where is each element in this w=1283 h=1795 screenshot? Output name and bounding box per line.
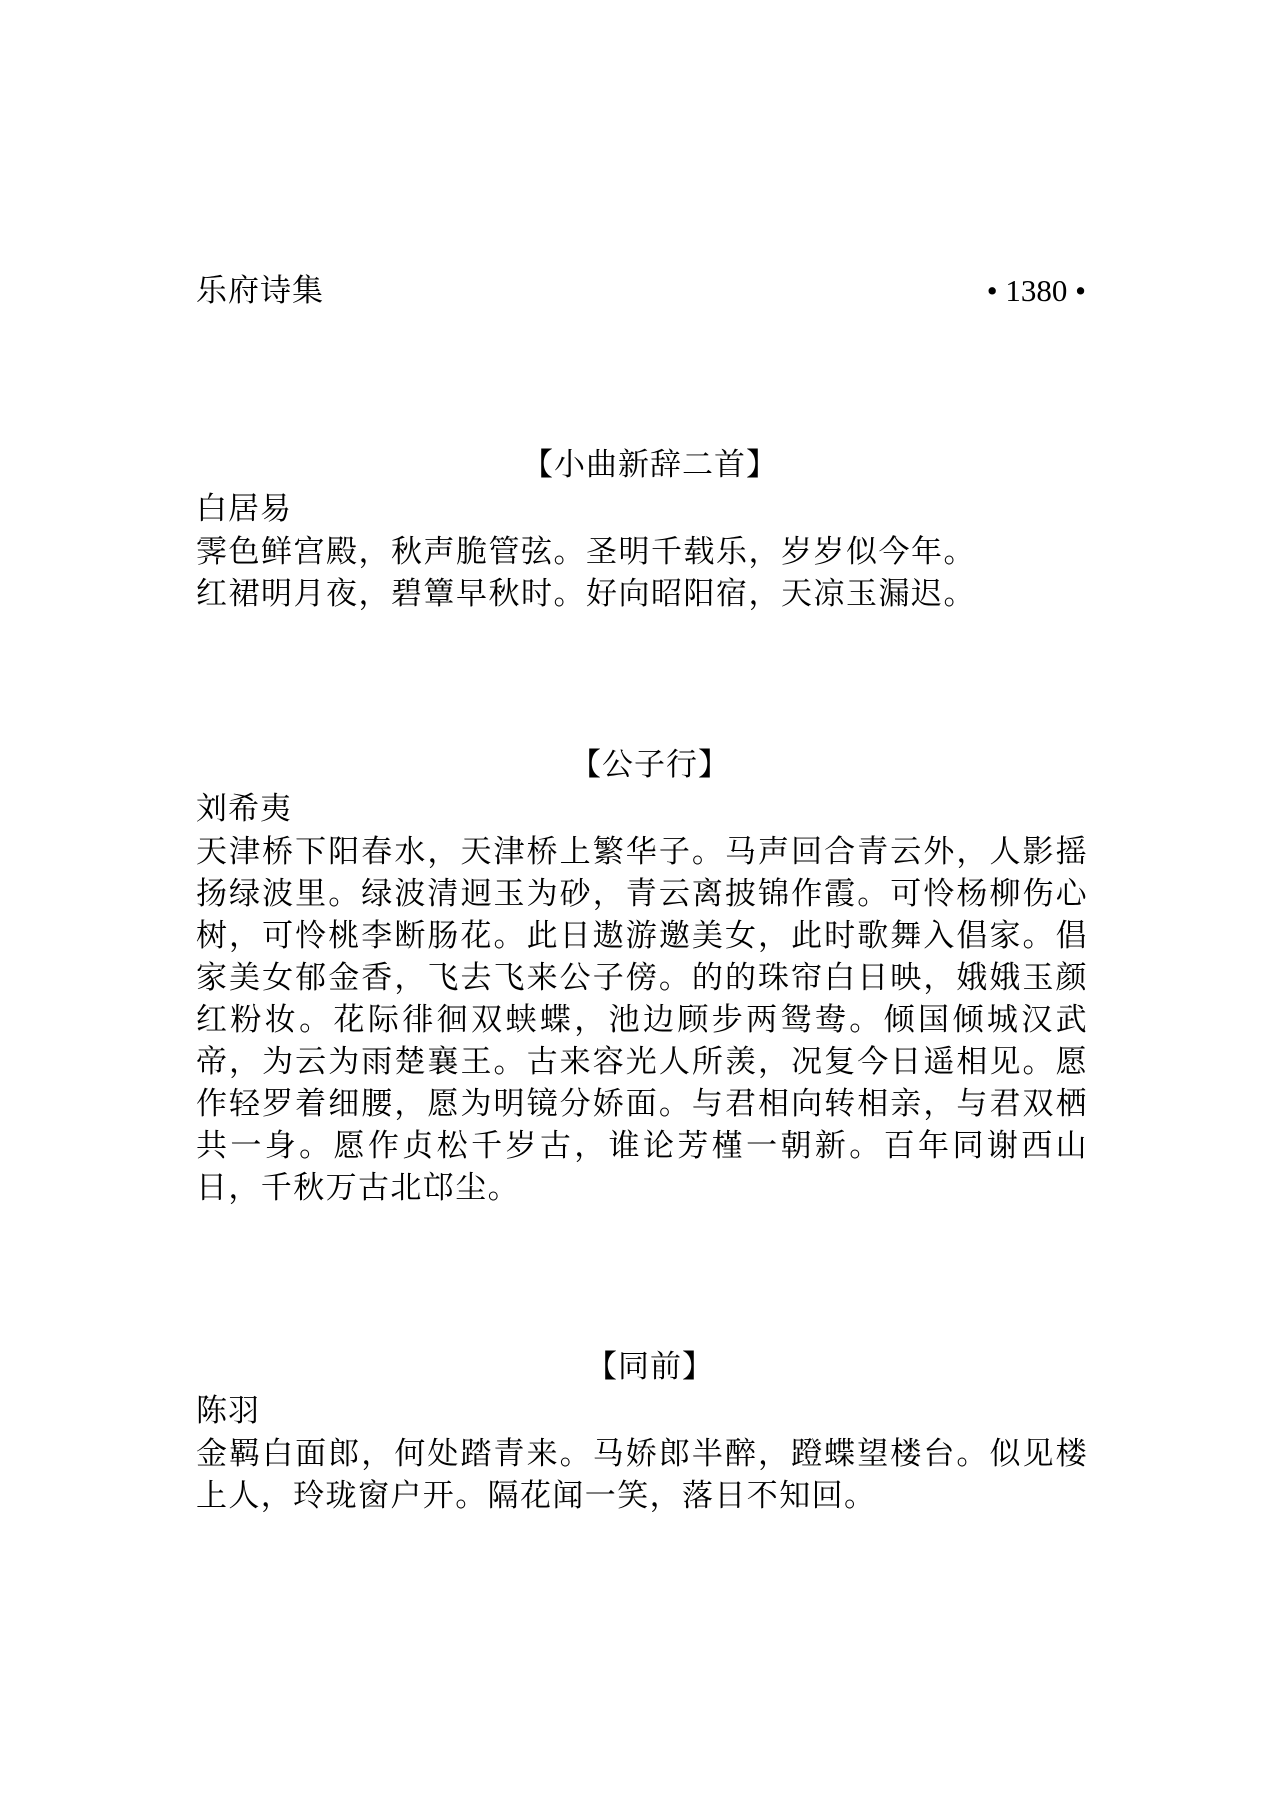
poem-line: 红裙明月夜，碧簟早秋时。好向昭阳宿，天凉玉漏迟。 [196, 576, 976, 612]
poem-text: 天津桥下阳春水，天津桥上繁华子。马声回合青云外，人影摇扬绿波里。绿波清迥玉为砂，青云离披锦作霞。可怜杨柳伤心树，可怜桃李断肠花。此日遨游邀美女，此时歌舞入倡家。倡家美女郁金香，飞去飞来公子傍。的的珠帘白日映，娥娥玉颜红粉妆。花际徘徊双蛱蝶，池边顾步两鸳鸯。倾国倾城汉武帝，为云为雨楚襄王。古来容光人所羡，况复今日遥相见。愿作轻罗着细腰，愿为明镜分娇面。与君相向转相亲，与君双栖共一身。愿作贞松千岁古，谁论芳槿一朝新。百年同谢西山日，千秋万古北邙尘。 [196, 834, 1088, 1206]
book-title: 乐府诗集 [196, 273, 324, 309]
poem-author: 白居易 [196, 491, 292, 527]
poem-author: 刘希夷 [196, 791, 292, 827]
poem-text: 金羁白面郎，何处踏青来。马娇郎半醉，蹬蝶望楼台。似见楼上人，玲珑窗户开。隔花闻一笑，落日不知回。 [196, 1436, 1088, 1514]
poem-author: 陈羽 [196, 1393, 260, 1429]
poem-line: 霁色鲜宫殿，秋声脆管弦。圣明千载乐，岁岁似今年。 [196, 534, 976, 570]
poem-section-1 [196, 443, 1088, 615]
poem-section-3 [196, 1345, 1088, 1517]
poem-title: 【同前】 [586, 1349, 714, 1385]
poem-title: 【公子行】 [570, 747, 730, 783]
poem-title: 【小曲新辞二首】 [522, 447, 778, 483]
poem-section-2 [196, 743, 1088, 1209]
page-header [196, 268, 1086, 314]
page-number: • 1380 • [986, 273, 1086, 308]
